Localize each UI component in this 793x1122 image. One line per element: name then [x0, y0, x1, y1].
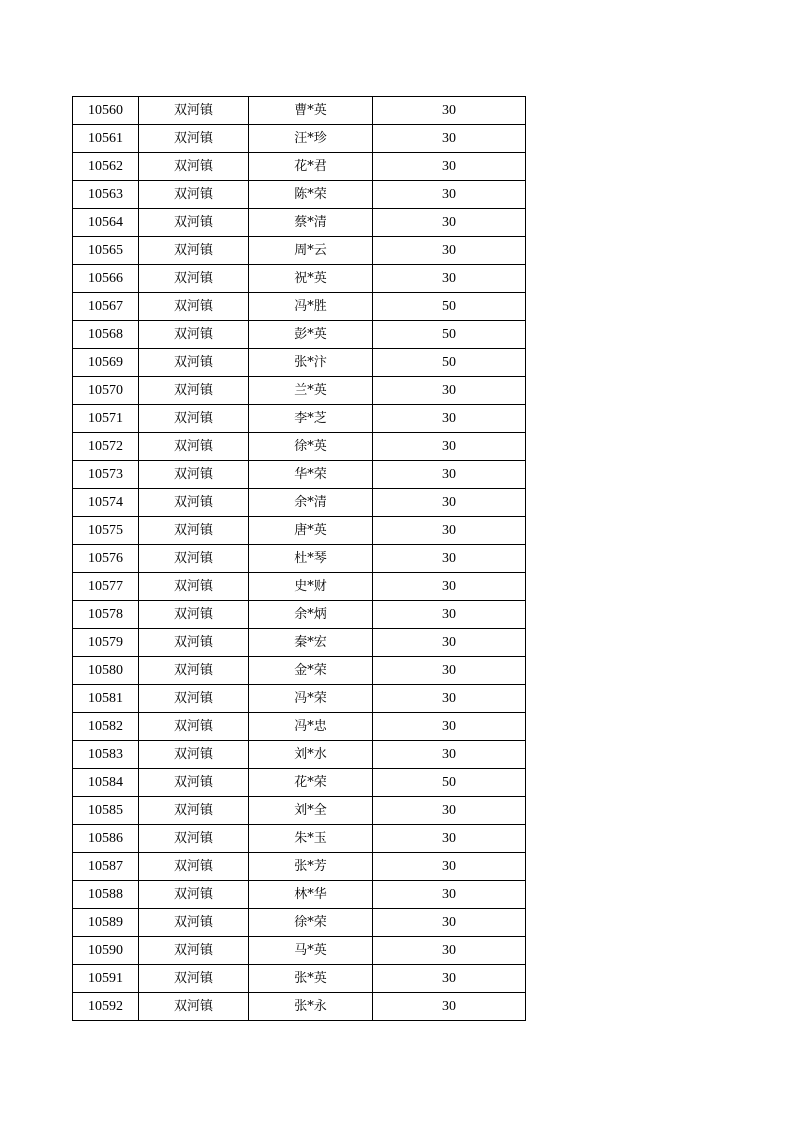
row-id-cell: 10587 — [73, 853, 139, 881]
amount-cell: 30 — [373, 125, 526, 153]
person-name-cell: 徐*荣 — [249, 909, 373, 937]
person-name-cell: 曹*英 — [249, 97, 373, 125]
town-cell: 双河镇 — [139, 517, 249, 545]
person-name-cell: 史*财 — [249, 573, 373, 601]
amount-cell: 30 — [373, 909, 526, 937]
table-row — [73, 125, 526, 153]
row-id-cell: 10573 — [73, 461, 139, 489]
table-row — [73, 517, 526, 545]
person-name-cell: 唐*英 — [249, 517, 373, 545]
town-cell: 双河镇 — [139, 601, 249, 629]
person-name-cell: 花*君 — [249, 153, 373, 181]
amount-cell: 30 — [373, 853, 526, 881]
table-row — [73, 965, 526, 993]
town-cell: 双河镇 — [139, 349, 249, 377]
town-cell: 双河镇 — [139, 181, 249, 209]
amount-cell: 30 — [373, 97, 526, 125]
table-row — [73, 825, 526, 853]
amount-cell: 50 — [373, 293, 526, 321]
table-row — [73, 461, 526, 489]
person-name-cell: 马*英 — [249, 937, 373, 965]
row-id-cell: 10580 — [73, 657, 139, 685]
person-name-cell: 张*英 — [249, 965, 373, 993]
row-id-cell: 10585 — [73, 797, 139, 825]
row-id-cell: 10591 — [73, 965, 139, 993]
person-name-cell: 冯*胜 — [249, 293, 373, 321]
person-name-cell: 金*荣 — [249, 657, 373, 685]
person-name-cell: 冯*荣 — [249, 685, 373, 713]
table-row — [73, 433, 526, 461]
table-row — [73, 601, 526, 629]
table-row — [73, 489, 526, 517]
table-row — [73, 181, 526, 209]
town-cell: 双河镇 — [139, 629, 249, 657]
row-id-cell: 10566 — [73, 265, 139, 293]
table-row — [73, 853, 526, 881]
town-cell: 双河镇 — [139, 965, 249, 993]
town-cell: 双河镇 — [139, 153, 249, 181]
town-cell: 双河镇 — [139, 97, 249, 125]
town-cell: 双河镇 — [139, 713, 249, 741]
amount-cell: 30 — [373, 741, 526, 769]
amount-cell: 30 — [373, 825, 526, 853]
amount-cell: 30 — [373, 209, 526, 237]
person-name-cell: 祝*英 — [249, 265, 373, 293]
row-id-cell: 10561 — [73, 125, 139, 153]
town-cell: 双河镇 — [139, 461, 249, 489]
table-row — [73, 237, 526, 265]
town-cell: 双河镇 — [139, 825, 249, 853]
person-name-cell: 华*荣 — [249, 461, 373, 489]
town-cell: 双河镇 — [139, 433, 249, 461]
amount-cell: 50 — [373, 349, 526, 377]
table-row — [73, 545, 526, 573]
table-row — [73, 349, 526, 377]
amount-cell: 30 — [373, 573, 526, 601]
amount-cell: 30 — [373, 153, 526, 181]
row-id-cell: 10589 — [73, 909, 139, 937]
town-cell: 双河镇 — [139, 237, 249, 265]
person-name-cell: 刘*水 — [249, 741, 373, 769]
amount-cell: 30 — [373, 657, 526, 685]
town-cell: 双河镇 — [139, 853, 249, 881]
row-id-cell: 10568 — [73, 321, 139, 349]
town-cell: 双河镇 — [139, 657, 249, 685]
amount-cell: 30 — [373, 433, 526, 461]
amount-cell: 30 — [373, 517, 526, 545]
amount-cell: 30 — [373, 601, 526, 629]
town-cell: 双河镇 — [139, 573, 249, 601]
amount-cell: 30 — [373, 965, 526, 993]
row-id-cell: 10581 — [73, 685, 139, 713]
table-row — [73, 769, 526, 797]
row-id-cell: 10586 — [73, 825, 139, 853]
amount-cell: 30 — [373, 181, 526, 209]
table-row — [73, 629, 526, 657]
table-row — [73, 881, 526, 909]
row-id-cell: 10560 — [73, 97, 139, 125]
amount-cell: 50 — [373, 769, 526, 797]
person-name-cell: 周*云 — [249, 237, 373, 265]
row-id-cell: 10582 — [73, 713, 139, 741]
person-name-cell: 余*清 — [249, 489, 373, 517]
person-name-cell: 张*芳 — [249, 853, 373, 881]
amount-cell: 30 — [373, 461, 526, 489]
amount-cell: 30 — [373, 545, 526, 573]
row-id-cell: 10570 — [73, 377, 139, 405]
row-id-cell: 10583 — [73, 741, 139, 769]
town-cell: 双河镇 — [139, 545, 249, 573]
row-id-cell: 10579 — [73, 629, 139, 657]
table-row — [73, 741, 526, 769]
row-id-cell: 10571 — [73, 405, 139, 433]
town-cell: 双河镇 — [139, 741, 249, 769]
person-name-cell: 朱*玉 — [249, 825, 373, 853]
amount-cell: 30 — [373, 237, 526, 265]
amount-cell: 50 — [373, 321, 526, 349]
amount-cell: 30 — [373, 713, 526, 741]
person-name-cell: 李*芝 — [249, 405, 373, 433]
row-id-cell: 10569 — [73, 349, 139, 377]
row-id-cell: 10584 — [73, 769, 139, 797]
table-row — [73, 657, 526, 685]
table-row — [73, 265, 526, 293]
amount-cell: 30 — [373, 797, 526, 825]
person-name-cell: 徐*英 — [249, 433, 373, 461]
town-cell: 双河镇 — [139, 685, 249, 713]
town-cell: 双河镇 — [139, 405, 249, 433]
table-body — [73, 97, 526, 1021]
row-id-cell: 10576 — [73, 545, 139, 573]
person-name-cell: 冯*忠 — [249, 713, 373, 741]
table-row — [73, 405, 526, 433]
row-id-cell: 10574 — [73, 489, 139, 517]
person-name-cell: 刘*全 — [249, 797, 373, 825]
table-row — [73, 377, 526, 405]
person-name-cell: 花*荣 — [249, 769, 373, 797]
town-cell: 双河镇 — [139, 909, 249, 937]
town-cell: 双河镇 — [139, 321, 249, 349]
town-cell: 双河镇 — [139, 377, 249, 405]
town-cell: 双河镇 — [139, 209, 249, 237]
table-row — [73, 97, 526, 125]
row-id-cell: 10562 — [73, 153, 139, 181]
row-id-cell: 10590 — [73, 937, 139, 965]
person-name-cell: 杜*琴 — [249, 545, 373, 573]
table-row — [73, 909, 526, 937]
row-id-cell: 10578 — [73, 601, 139, 629]
row-id-cell: 10575 — [73, 517, 139, 545]
amount-cell: 30 — [373, 405, 526, 433]
person-name-cell: 彭*英 — [249, 321, 373, 349]
amount-cell: 30 — [373, 629, 526, 657]
table-row — [73, 713, 526, 741]
amount-cell: 30 — [373, 881, 526, 909]
person-name-cell: 秦*宏 — [249, 629, 373, 657]
row-id-cell: 10565 — [73, 237, 139, 265]
row-id-cell: 10563 — [73, 181, 139, 209]
table-row — [73, 685, 526, 713]
table-row — [73, 321, 526, 349]
row-id-cell: 10567 — [73, 293, 139, 321]
amount-cell: 30 — [373, 993, 526, 1021]
town-cell: 双河镇 — [139, 265, 249, 293]
town-cell: 双河镇 — [139, 293, 249, 321]
row-id-cell: 10592 — [73, 993, 139, 1021]
person-name-cell: 蔡*清 — [249, 209, 373, 237]
town-cell: 双河镇 — [139, 881, 249, 909]
table-row — [73, 153, 526, 181]
person-name-cell: 陈*荣 — [249, 181, 373, 209]
town-cell: 双河镇 — [139, 937, 249, 965]
amount-cell: 30 — [373, 685, 526, 713]
amount-cell: 30 — [373, 377, 526, 405]
table-row — [73, 573, 526, 601]
row-id-cell: 10564 — [73, 209, 139, 237]
row-id-cell: 10588 — [73, 881, 139, 909]
town-cell: 双河镇 — [139, 993, 249, 1021]
table-row — [73, 937, 526, 965]
table-row — [73, 993, 526, 1021]
row-id-cell: 10572 — [73, 433, 139, 461]
table-row — [73, 797, 526, 825]
person-name-cell: 张*永 — [249, 993, 373, 1021]
town-cell: 双河镇 — [139, 769, 249, 797]
person-name-cell: 余*炳 — [249, 601, 373, 629]
subsidy-table — [72, 96, 526, 1021]
town-cell: 双河镇 — [139, 797, 249, 825]
amount-cell: 30 — [373, 489, 526, 517]
row-id-cell: 10577 — [73, 573, 139, 601]
person-name-cell: 张*汴 — [249, 349, 373, 377]
amount-cell: 30 — [373, 265, 526, 293]
amount-cell: 30 — [373, 937, 526, 965]
table-row — [73, 293, 526, 321]
person-name-cell: 林*华 — [249, 881, 373, 909]
table-row — [73, 209, 526, 237]
town-cell: 双河镇 — [139, 125, 249, 153]
person-name-cell: 汪*珍 — [249, 125, 373, 153]
town-cell: 双河镇 — [139, 489, 249, 517]
person-name-cell: 兰*英 — [249, 377, 373, 405]
